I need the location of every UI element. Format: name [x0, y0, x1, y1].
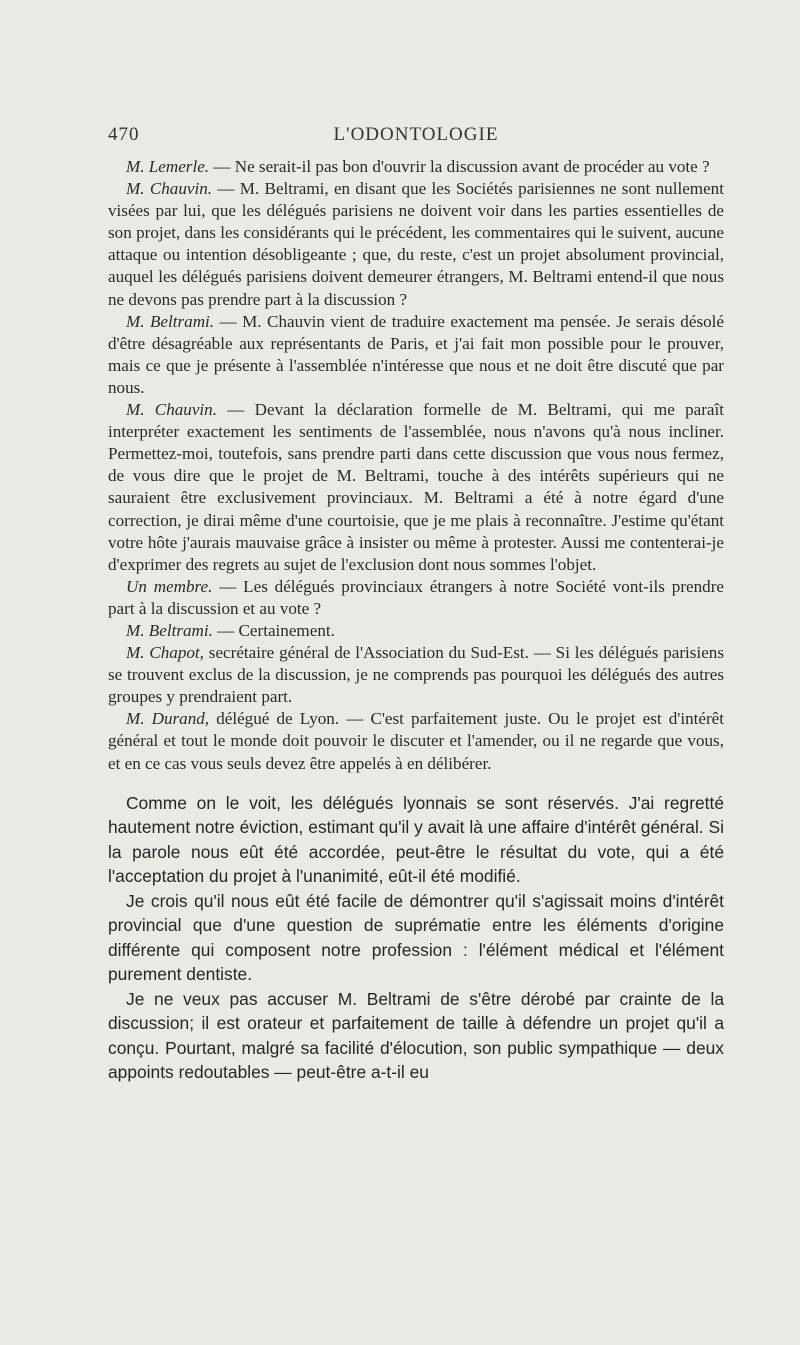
- speech-text: — M. Chauvin vient de traduire exactement ma pensée. Je serais désolé d'être désagréable aux représentants de Paris, et j'ai fait mon possible pour le prouver, mais ce que je présente à l'assemblée n'intéresse que nous et ne doit être discuté que par nous.: [108, 311, 724, 397]
- speaker-name: M. Chauvin.: [126, 400, 217, 420]
- meeting-minutes: [108, 156, 724, 775]
- running-head: [108, 124, 724, 150]
- speaker-name: M. Chapot,: [126, 643, 204, 663]
- minutes-paragraph: [108, 708, 724, 774]
- minutes-paragraph: [108, 399, 724, 576]
- speech-text: — Ne serait-il pas bon d'ouvrir la discussion avant de procéder au vote ?: [209, 157, 710, 176]
- author-commentary: [108, 791, 724, 1085]
- commentary-paragraph: Je crois qu'il nous eût été facile de démontrer qu'il s'agissait moins d'intérêt provincial que d'une question de suprématie entre les éléments d'origine différente qui composent notre profession : l'élément médical et l'élément purement dentiste.: [108, 890, 724, 985]
- speaker-name: M. Lemerle.: [126, 157, 210, 176]
- minutes-paragraph: [108, 311, 724, 399]
- page-number: 470: [108, 124, 140, 145]
- speaker-name: M. Chauvin.: [126, 179, 213, 199]
- speech-text: — Les délégués provinciaux étrangers à notre Société vont-ils prendre part à la discussion et au vote ?: [108, 576, 724, 618]
- speaker-name: Un membre.: [126, 576, 213, 596]
- speech-text: — Certainement.: [212, 620, 335, 640]
- minutes-paragraph: [108, 576, 724, 620]
- speech-text: — Devant la déclaration formelle de M. Beltrami, qui me paraît interpréter exactement les sentiments de l'assemblée, nous n'avons qu'à nous incliner. Permettez-moi, toutefois, sans prendre parti dans cette discussion que vous nous fermez, de vous dire que le projet de M. Beltrami, touche à des intérêts supérieurs qui ne sauraient être exclusivement provinciaux. M. Beltrami a été à notre égard d'une correction, je dirai même d'une courtoisie, que je me plais à reconnaître. J'estime qu'étant votre hôte j'aurais mauvaise grâce à insister ou même à protester. Aussi me contenterai-je d'exprimer des regrets au sujet de l'exclusion dont nous sommes l'objet.: [108, 400, 724, 574]
- minutes-paragraph: [108, 620, 724, 642]
- speech-text: délégué de Lyon. — C'est parfaitement juste. Ou le projet est d'intérêt général et tout le monde doit pouvoir le discuter et l'amender, ou il ne regarde que vous, et en ce cas vous seuls devez être appelés à en délibérer.: [108, 709, 724, 773]
- minutes-paragraph: [108, 156, 724, 178]
- speaker-name: M. Durand,: [126, 709, 210, 729]
- commentary-paragraph: Comme on le voit, les délégués lyonnais se sont réservés. J'ai regretté hautement notre éviction, estimant qu'il y avait là une affaire d'intérêt général. Si la parole nous eût été accordée, peut-être le résultat du vote, qui a été l'acceptation du projet à l'unanimité, eût-il été modifié.: [108, 792, 724, 887]
- speech-text: secrétaire général de l'Association du Sud-Est. — Si les délégués parisiens se trouvent exclus de la discussion, je ne comprends pas pourquoi les délégués des autres groupes y prendraient part.: [108, 643, 724, 707]
- journal-title: L'ODONTOLOGIE: [333, 124, 499, 145]
- speaker-name: M. Beltrami.: [126, 620, 213, 640]
- commentary-paragraph: Je ne veux pas accuser M. Beltrami de s'être dérobé par crainte de la discussion; il est orateur et parfaitement de taille à défendre un projet qu'il a conçu. Pourtant, malgré sa facilité d'élocution, son public sympathique — deux appoints redoutables — peut-être a-t-il eu: [108, 988, 724, 1083]
- speaker-name: M. Beltrami.: [126, 311, 215, 331]
- minutes-paragraph: [108, 178, 724, 311]
- minutes-paragraph: [108, 642, 724, 708]
- speech-text: — M. Beltrami, en disant que les Sociétés parisiennes ne sont nullement visées par lui, que les délégués parisiens ne doivent voir dans les parties essentielles de son projet, dans les considérants qui le précédent, les commentaires qui le suivent, aucune attaque ou intention désobligeante ; que, du reste, c'est un projet absolument provincial, auquel les délégués parisiens doivent demeurer étrangers, M. Beltrami entend-il que nous ne devons pas prendre part à la discussion ?: [108, 179, 724, 309]
